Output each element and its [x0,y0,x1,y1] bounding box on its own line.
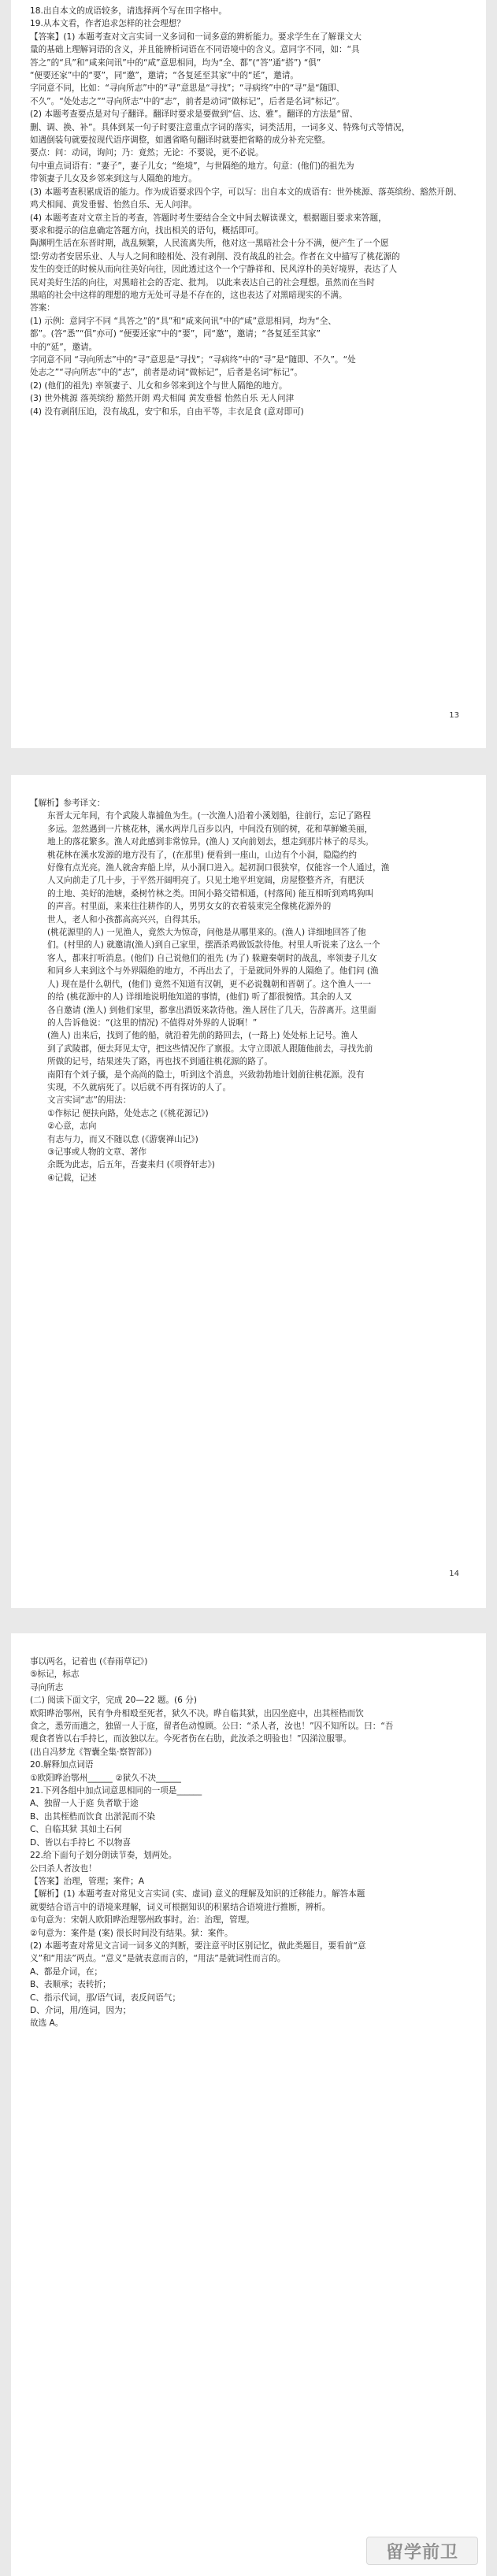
text-line: 陶渊明生活在东晋时期，战乱频繁，人民流离失所，他对这一黑暗社会十分不满，便产生了一个愿 [30,239,389,249]
text-line: 余既为此志，后五年，吾妻来归 (《项脊轩志》) [47,1160,215,1170]
document-page-15 [11,1633,486,2576]
text-line: 22.给下面句子划分朗读节奏，划两处。 [30,1851,177,1861]
text-line: 望:劳动者安居乐业、人与人之间和睦相处、没有剥削、没有战乱的社会。作者在文中描写了桃花源的 [30,251,400,261]
page-number: 13 [449,711,459,720]
document-page-13 [11,0,486,748]
text-line: ①欧阳晔治鄂州______ ②狱久不决______ [30,1773,181,1783]
text-line: (渔人) 出来后，找到了他的船，就沿着先前的路回去，(一路上) 处处标上记号。渔人 [47,1031,358,1041]
document-page-14 [11,775,486,1608]
text-line: 要求和提示的信息确定答题方向，找出相关的语句，概括即可。 [30,225,264,235]
text-line: 桃花林在溪水发源的地方没有了，(在那里) 便看到一座山，山边有个小洞，隐隐约约 [47,850,358,860]
text-line: 鸡犬相闻、黄发垂髫、怡然自乐、无人问津。 [30,200,197,210]
text-line: (出自冯梦龙《智囊全集·察智部》) [30,1747,152,1757]
text-line: ③记事或人物的文章、著作 [47,1147,147,1157]
text-line: (4) 没有剥削压迫，没有战乱，安宁和乐，自由平等，丰衣足食 (意对即可) [30,406,304,417]
text-line: 的土地、美好的池塘，桑树竹林之类。田间小路交错相通，(村落间) 能互相听到鸡鸣狗叫 [47,888,374,899]
text-line: 实现，不久就病死了。以后就不再有探访的人了。 [47,1082,232,1092]
text-line: 19.从本文看，作者追求怎样的社会理想？ [30,19,185,29]
text-line: 答案： [30,303,55,313]
text-line: “便要还家”中的“要”，同“邀”，邀请；“各复延至其家”中的“延”，邀请。 [30,71,299,81]
text-line: 事以两名，记着也 (《春雨草记》) [30,1657,148,1666]
text-line: (桃花源里的人) 一见渔人，竟然大为惊奇，问他是从哪里来的。(渔人) 详细地回答了他 [47,928,366,938]
text-line: 们。(村里的人) 就邀请(渔人)到自己家里，摆酒杀鸡做饭款待他。村里人听说来了这么一个 [47,940,380,951]
text-line: 21.下列各组中加点词意思相同的一项是______ [30,1786,202,1796]
text-line: 有志与力，而又不随以怠 (《游褒禅山记》) [47,1134,198,1144]
text-line: 各自邀请 (渔人) 到他们家里，都拿出酒饭来款待他。渔人居住了几天，告辞离开。这里面 [47,1005,376,1015]
text-line: ①句意为：宋朝人欧阳晔治理鄂州政事时。治：治理，管理。 [30,1915,254,1926]
text-line: 都”。(答“悉”“俱”亦可) “便要还家”中的“要”，同“邀”，邀请；“各复延至其家” [30,329,321,339]
text-line: 观食者皆以右手持匕，而汝独以左。今死者伤在右肋，此汝杀之明验也！”囚涕泣服罪。 [30,1734,352,1744]
text-line: (4) 本题考查对文章主旨的考查，答题时考生要结合全文中间去解读课文，根据题目要求来答题， [30,213,387,223]
logo-text: 留学前卫 [385,2542,458,2563]
text-line: 好像有点光亮。渔人就舍弃船上岸，从小洞口进入。起初洞口很狭窄，仅能容一个人通过，渔 [47,863,390,873]
page-14-text [30,797,469,1184]
text-line: 故选 A。 [30,2018,64,2029]
text-line: 客人，都来打听消息。(他们) 自己说他们的祖先 (为了) 躲避秦朝时的战乱，率领妻子儿女 [47,953,377,963]
text-line: 如遇倒装句就要按现代语序调整，如遇省略句翻译时就要把省略的成分补充完整。 [30,135,331,146]
text-line: (1) 示例：意同字不同 “具答之”的“具”和“咸来问讯”中的“咸”意思相同，均为“全、 [30,316,336,326]
text-line: 和同乡人来到这个与外界隔绝的地方，不再出去了，于是就同外界的人隔绝了。他们问 (渔 [47,966,379,977]
text-line: 删、调、换、补”。具体到某一句子时要注意重点字词的落实，词类活用，一词多义、特殊句式等情况， [30,122,410,132]
text-line: 多远。忽然遇到一片桃花林，溪水两岸几百步以内，中间没有别的树，花和草鲜嫩美丽， [47,824,373,834]
text-line: B、表顺承；表转折； [30,1980,111,1990]
text-line: A、独留一人于庭 负者歇于途 [30,1799,139,1809]
text-line: 18.出自本文的成语较多，请选择两个写在田字格中。 [30,6,227,16]
text-line: 人又向前走了几十步，于平然开阔明亮了。只见土地平坦宽阔，房屋整整齐齐，有肥沃 [47,876,365,886]
text-line: 句中重点词语有：“妻子”，妻子儿女；“绝境”，与世隔绝的地方。句意：(他们)的祖先为 [30,161,354,171]
text-line: 公曰杀人者汝也！ [30,1863,97,1874]
text-line: 义”和“用法”两点。“意义”是就表意而言的，“用法”是就词性而言的。 [30,1954,286,1964]
text-line: 【答案】(1) 本题考查对文言实词一义多词和一词多意的辨析能力。要求学生在了解课文大 [30,32,362,42]
text-line: 【答案】治理，管理；案件；A [30,1876,144,1886]
text-line: 到了武陵郡，便去拜见太守，把这些情况作了禀报。太守立即派人跟随他前去，寻找先前 [47,1043,373,1054]
text-line: 南阳有个刘子骥，是个高尚的隐士，听到这个消息，兴致勃勃地计划前往桃花源。没有 [47,1069,365,1080]
text-line: 人) 现在是什么朝代，(他们) 竟然不知道有汉朝，更不必说魏朝和晋朝了。这个渔人一一 [47,979,372,989]
text-line: 【解析】(1) 本题考查对常见文言实词 (实、虚词) 意义的理解及知识的迁移能力。解答本题 [30,1889,365,1900]
text-line: ④记载，记述 [47,1173,97,1183]
text-line: 量的基础上理解词语的含义，并且能辨析词语在不同语境中的含义。意同字不同，如：“具 [30,45,360,55]
text-line: 文言实词“志”的用法： [47,1095,132,1106]
text-line: 所做的记号，结果迷失了路，再也找不到通往桃花源的路了。 [47,1057,273,1067]
text-line: 寻向所志 [30,1682,64,1692]
text-line: 20.解释加点词语 [30,1760,94,1770]
text-line: ②心意，志向 [47,1121,97,1132]
text-line: C、指示代词，那/语气词，表反问语气； [30,1992,181,2003]
text-line: C、自临其狱 其如土石何 [30,1825,122,1835]
text-line: 黑暗的社会中这样的理想的地方无处可寻是不存在的，这也表达了对黑暗现实的不满。 [30,290,347,300]
page-13-text [30,5,469,418]
page-15-text [30,1655,469,2030]
text-line: 字同意不同 “寻向所志”中的“寻”意思是“寻找”；“寻病终”中的“寻”是“随即、不久”。“处 [30,354,356,365]
text-line: A、都是介词，在； [30,1966,102,1977]
text-line: (3) 本题考查积累成语的能力。作为成语要求四个字，可以写：出自本文的成语有：世外桃源、落英缤纷、豁然开朗、 [30,187,462,197]
text-line: (二) 阅读下面文字，完成 20—22 题。(6 分) [30,1696,198,1706]
text-line: 地上的落花繁多。渔人对此感到非常惊异。(渔人) 又向前划去，想走到那片林子的尽头。 [47,837,374,847]
text-line: D、皆以右手持匕 不以物喜 [30,1837,132,1848]
text-line: (2) 本题考查要点是对句子翻译。翻译时要求是要做到“信、达、雅”。翻译的方法是“留、 [30,109,358,120]
text-line: ①作标记 便扶向路，处处志之 (《桃花源记》) [47,1108,209,1118]
text-line: 要点：问：动词，询问；乃：竟然；无论：不要说，更不必说。 [30,148,264,158]
text-line: 就要结合语言中的语境来理解，词义可根据知识的积累结合语境进行推断，辨析。 [30,1902,331,1912]
text-line: 答之”的“具”和“咸来问讯”中的“咸”意思相同，均为“全、都”(“答”通“搭”) “俱” [30,57,321,68]
text-line: 【解析】参考译文： [30,799,106,808]
page-number: 14 [449,1570,459,1578]
text-line: (2) 本题考查对常见文言词一词多义的判断，要注意平时区别记忆，做此类题目，要看前“意 [30,1940,366,1951]
text-line: (3) 世外桃源 落英缤纷 豁然开朗 鸡犬相闻 黄发垂髫 怡然自乐 无人问津 [30,394,295,404]
text-line: B、出其桎梏而饮食 出淤泥而不染 [30,1811,155,1822]
text-line: 世人，老人和小孩都高高兴兴，自得其乐。 [47,914,206,925]
text-line: 欧阳晔治鄂州，民有争舟相殴至死者，狱久不决。晔自临其狱，出囚坐庭中，出其桎梏而饮 [30,1708,364,1718]
text-line: 不久”。“处处志之”“寻向所志”中的“志”，前者是动词“做标记”，后者是名词“标记”。 [30,96,345,106]
text-line: 中的“延”，邀请。 [30,342,98,352]
text-line: D、介词，用/连词，因为； [30,2005,132,2015]
text-line: ⑤标记，标志 [30,1670,80,1680]
text-line: 带领妻子儿女及乡邻来到这与人隔绝的地方。 [30,174,197,184]
text-line: 的人告诉他说：“(这里的情况) 不值得对外界的人说啊！” [47,1017,258,1028]
text-line: 处志之”“寻向所志”中的“志”，前者是动词“做标记”，后者是名词“标记”。 [30,368,303,378]
text-line: (2) (他们的祖先) 率领妻子、儿女和乡邻来到这个与世人隔绝的地方。 [30,380,287,391]
text-line: 字同意不同，比如：“寻向所志”中的“寻”意思是“寻找”；“寻病终”中的“寻”是“随即、 [30,83,345,94]
site-logo [366,2537,478,2565]
text-line: 食之，悉劳而遣之，独留一人于庭，留者色动惶顾。公曰：“杀人者，汝也！”囚不知所以。曰：“吾 [30,1722,394,1732]
text-line: 的声音。村里面，来来往往耕作的人，男男女女的衣着装束完全像桃花源外的 [47,902,332,912]
text-line: 民对美好生活的向往，对黑暗社会的否定、批判。 以此来表达自己的社会理想。虽然而在当时 [30,277,375,287]
text-line: 发生的变迁的时候从而向往美好向往，因此透过这个一个宁静祥和、民风淳朴的美好境界，表达了人 [30,265,398,275]
text-line: 东晋太元年间，有个武陵人靠捕鱼为生。(一次渔人)沿着小溪划船，往前行，忘记了路程 [47,811,371,821]
text-line: ②句意为：案件是 (案) 很长时间没有结果。狱：案件。 [30,1928,233,1938]
text-line: 的给 (桃花源中的人) 详细地说明他知道的事情，(他们) 听了都很惋惜。其余的人又 [47,992,352,1003]
